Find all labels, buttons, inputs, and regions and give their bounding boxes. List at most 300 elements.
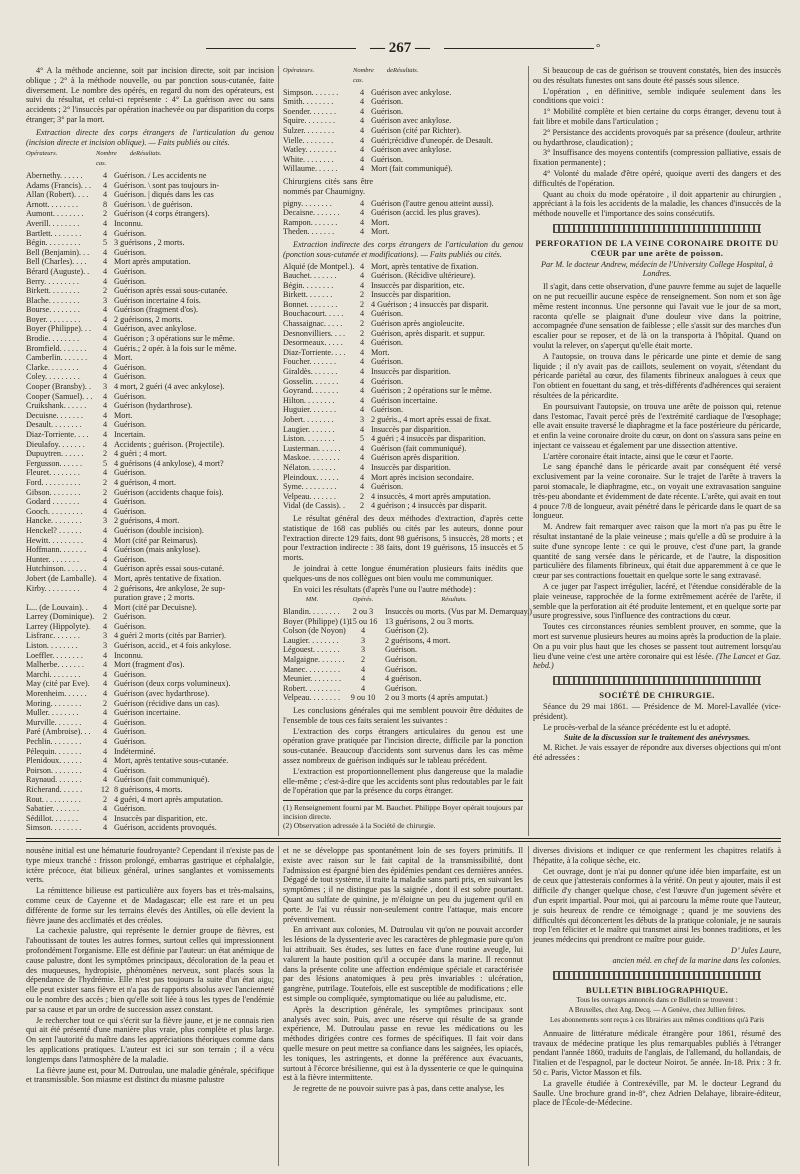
operator-name: Cooper (Samuel). . . [26, 391, 93, 401]
table-row [283, 607, 532, 617]
case-count: 4 [360, 664, 366, 674]
case-count: 3 [102, 295, 108, 305]
result-text: Guérison. [114, 506, 147, 516]
operator-name: White. . . . . . . . [283, 154, 334, 164]
operator-name: Moring. . . . . . . . [26, 698, 82, 708]
case-count: 2 [102, 477, 108, 487]
paragraph: Je joindrai à cette longue énumération plusieurs faits inédits que quelques-uns de nos collègues ont bien voulu me communiquer. [283, 563, 523, 583]
bulletin-note: A Bruxelles, chez Ang. Decq. — A Genève, chez Jullien frères. [568, 1006, 746, 1015]
case-count: 15 ou 16 [348, 616, 378, 626]
result-text: Guérison. [371, 154, 404, 164]
operator-name: Allan (Robert). . . . [26, 190, 89, 200]
table-row [283, 290, 523, 300]
result-text: Guérison (2). [385, 626, 429, 636]
case-count: 4 [359, 424, 365, 434]
operator-name: Camberlin. . . . . . . [26, 353, 88, 363]
table-row [26, 372, 274, 382]
operator-name: Boyer (Philippe) (1). [283, 616, 352, 626]
table-row [283, 88, 523, 98]
table-row [283, 473, 523, 483]
paragraph: En poursuivant l'autopsie, on trouva une arête de poisson qui, retenue dans l'estomac, l'avait percé près de l'extrémité cardiaque de l'œsophage; elle avait ensuite traversé le diaphragme et la face postérieure du péricarde, et enfin la veine coronaire droite du cœur, on dont on s'assura sans peine en injectant ce vaisseau et également par une dissection attentive. [533, 401, 781, 450]
header-results: Résultats. [441, 596, 467, 604]
case-count: 4 [359, 367, 365, 377]
result-text: Guérison. [371, 405, 404, 415]
result-text: 4 guéri, 4 mort après amputation. [114, 794, 223, 804]
case-count: 2 [360, 655, 366, 665]
top-mark: ° [596, 42, 601, 54]
case-count: 4 [102, 737, 108, 746]
table-row [283, 208, 523, 218]
operator-name: Decuisne. . . . . . . [26, 410, 84, 420]
table-row [26, 804, 274, 814]
result-text: Guérison ; 3 opérations sur le même. [114, 334, 235, 344]
case-count: 4 [359, 453, 365, 463]
operator-name: Malgaigne. . . . . . . [283, 655, 345, 665]
result-text: Insuccès ou morts. (Vus par M. Demarquay.) [385, 607, 532, 617]
table-row [26, 526, 274, 536]
result-text: 4 guéri ; 4 mort. [114, 449, 167, 459]
case-count: 2 [359, 328, 365, 338]
table-row [283, 155, 523, 165]
bibliography-entry: La gravelle étudiée à Contrexéville, par M. le docteur Legrand du Saulle. Une brochure grand in-8°, chez Adrien Delahaye, libraire-éditeur, place de l'École-de-Médecine. [533, 1078, 781, 1108]
table-row [26, 775, 274, 785]
operator-name: Loeffler. . . . . . . . [26, 650, 83, 660]
case-count: 4 [102, 170, 108, 180]
case-count: 4 [359, 217, 365, 227]
result-text: Guérison ; 2 opérations sur le même. [371, 386, 492, 396]
operator-name: Liston. . . . . . . . [283, 434, 335, 444]
case-count: 4 [359, 154, 365, 164]
result-text: Guérison (4 corps étrangers). [114, 209, 210, 219]
operator-name: Pélequin. . . . . . . [26, 746, 82, 756]
table-row [26, 171, 274, 181]
result-text: Guérison incertaine 4 fois. [114, 295, 201, 305]
paragraph: Quant au choix du mode opératoire , il doit appartenir au chirurgien , appréciant à la fois les accidents de la maladie, les chances d'insuccès de la méthode nouvelle et l'importance des soins consécutifs. [533, 189, 781, 219]
table-row [26, 631, 274, 641]
case-count: 4 [359, 227, 365, 237]
table-row [26, 219, 274, 229]
result-text: Guérison. (Récidive ultérieure). [371, 271, 476, 281]
table-row [26, 747, 274, 757]
table-row [283, 227, 523, 237]
operator-name: Coley. . . . . . . . . [26, 372, 80, 382]
table-row [26, 286, 274, 296]
table-row [283, 655, 523, 665]
paragraph: Si beaucoup de cas de guérison se trouvent constatés, bien des insuccès ou des résultats funestes ont sans doute été passés sous silence. [533, 66, 781, 85]
operator-name: Bell (Benjamin). . . [26, 247, 90, 257]
case-count: 4 [359, 135, 365, 145]
case-count: 4 [102, 813, 108, 823]
case-count: 2 [359, 491, 365, 501]
operator-name: Bartlett. . . . . . . . [26, 228, 82, 238]
table-row [26, 507, 274, 517]
result-text: Mort, après tentative sous-cutanée. [114, 756, 229, 766]
table-row [26, 190, 274, 200]
table-row [26, 449, 274, 459]
table-row [26, 536, 274, 546]
result-text: Mort. [371, 347, 390, 357]
paragraph: En voici les résultats (d'après l'une ou l'autre méthode) : [293, 584, 476, 594]
operator-name: Kirby. . . . . . . . . [26, 583, 80, 593]
result-text: Guérison (fait communiqué). [371, 443, 467, 453]
table-row [26, 670, 274, 680]
case-count: 2 [102, 209, 108, 219]
case-count: 4 [102, 525, 108, 535]
table-row [26, 296, 274, 306]
result-text: Mort (fait communiqué). [371, 164, 453, 174]
result-text: 4 guéri ; 4 insuccès par disparition. [371, 434, 486, 444]
operator-name: Dieulafoy. . . . . . . [26, 439, 85, 449]
case-count: 4 [359, 87, 365, 97]
table-row [283, 386, 523, 396]
operator-name: Goyrand. . . . . . . [283, 386, 339, 396]
operator-name: Nélaton. . . . . . . [283, 462, 336, 472]
operator-name: Richerand. . . . . . [26, 784, 83, 794]
result-text: 2 guérisons, 4 mort. [114, 516, 180, 526]
column-3 [533, 66, 781, 764]
case-count: 2 [359, 319, 365, 329]
operator-name: Manec. . . . . . . . . [283, 664, 341, 674]
result-text: 4 guérisons (4 ankylose), 4 mort? [114, 458, 224, 468]
table-row [283, 338, 523, 348]
table-row [283, 482, 523, 492]
case-count: 4 [359, 386, 365, 396]
operator-name: Huguier. . . . . . . [283, 405, 336, 415]
table-row [26, 420, 274, 430]
result-text: Guérison (cité par Richter). [371, 125, 462, 135]
operator-name: Lusterman. . . . . . [283, 443, 341, 453]
operator-name: Légouest. . . . . . . [283, 645, 340, 655]
case-count: 3 [102, 641, 108, 651]
result-text: Guérison. [114, 737, 147, 746]
table-row [283, 463, 523, 473]
result-text: Mort. [114, 353, 133, 363]
operator-name: Squire. . . . . . . . [283, 116, 336, 126]
table-row [26, 430, 274, 440]
case-count: 4 [102, 334, 108, 344]
result-text: Guérison. [371, 309, 404, 319]
operator-name: Dupuytren. . . . . . [26, 449, 84, 459]
result-text: Guérison. [114, 621, 147, 631]
case-count: 4 [359, 395, 365, 405]
result-text: Guérison. [114, 804, 147, 814]
case-count: 4 [102, 689, 108, 699]
result-text: Indéterminé. [114, 746, 156, 756]
paragraph: L'extraction des corps étrangers articulaires du genou est une opération grave pratiquée par l'incision directe, difficile par la ponction sous-cutanée. Beaucoup d'accidents sont survenus dans les cas même assez nombreux de guérison indiqués sur le tableau précédent. [283, 726, 523, 766]
table-row [26, 248, 274, 258]
operator-name: Plenidoux. . . . . . [26, 756, 82, 766]
result-text: Guérison après essai sous-cutané. [114, 564, 225, 574]
table-row [26, 603, 274, 613]
table-row [26, 727, 274, 737]
operator-name: Bromfield. . . . . . . [26, 343, 87, 353]
table-row [26, 660, 274, 670]
table-row [283, 357, 523, 367]
result-text: Inconnu. [114, 218, 143, 228]
table-row [26, 353, 274, 363]
case-count: 4 [102, 266, 108, 276]
session-minutes: Le procès-verbal de la séance précédente est lu et adopté. [543, 722, 731, 732]
case-count: 4 [359, 198, 365, 208]
operator-name: Ford. . . . . . . . . . [26, 477, 81, 487]
result-text: Guérison. [114, 276, 147, 286]
paragraph: nousène initial est une hématurie foudroyante? Cependant il n'existe pas de type mieux tranché : frisson prolongé, embarras gastrique et céphalalgie, ictère précoce, état bilieux général, urines sanglantes et vomissements verts. [26, 846, 274, 885]
table-row [283, 116, 523, 126]
column-2 [283, 66, 532, 831]
case-count: 3 [102, 631, 108, 641]
header-results: Résultats. [136, 150, 162, 158]
paragraph: A ce juger par l'aspect irrégulier, lacéré, et l'étendue considérable de la plaie veineuse, rapprochée de la forme extrêmement acérée de l'arête, il semble que la perforation ait été produite lentement, et en quelque sorte par usure progressive, sous l'influence des contractions du cœur. [533, 582, 781, 621]
case-count: 4 [359, 443, 365, 453]
table-row [26, 699, 274, 709]
case-count: 4 [102, 401, 108, 411]
paragraph: Le résultat général des deux méthodes d'extraction, d'après cette statistique de 168 cas publiés ou cités par les auteurs, donne pour l'extraction directe 129 faits, dont 98 guérisons, 5 insuccès, 28 morts ; et pour l'extraction indirecte : 38 faits, dont 19 guérisons, 15 insuccès et 5 morts. [283, 513, 523, 563]
operator-name: Pleindoux. . . . . . [283, 472, 339, 482]
operator-name: Morenheim. . . . . . [26, 689, 87, 699]
case-count: 2 [359, 501, 365, 511]
operator-name: Hewitt. . . . . . . . . [26, 535, 84, 545]
case-count: 4 [359, 261, 365, 271]
case-count: 4 [102, 545, 108, 555]
result-text: 8 guérisons, 4 morts. [114, 784, 183, 794]
header-cases: Nombre de cas. [96, 150, 136, 168]
paragraph: La rémittence bilieuse est particulière aux foyers bas et très-malsains, comme ceux de Cayenne et de Madagascar; elle est rare et un peu différente de forme sur les terrains élevés des Antilles, où elle devient la fièvre jaune des acclimatés et des créoles. [26, 886, 274, 925]
table-row [283, 319, 523, 329]
case-count: 12 [100, 784, 110, 794]
case-count: 2 [359, 299, 365, 309]
result-text: Guérison, avec ankylose. [114, 324, 197, 334]
operator-name: Sulzer. . . . . . . . [283, 125, 335, 135]
table-row [283, 164, 523, 174]
operator-name: Decaisne. . . . . . . [283, 208, 340, 218]
result-text: Guérison (fait communiqué). [114, 775, 210, 785]
discussion-subhead: Suite de la discussion sur le traitement des anévrysmes. [563, 733, 751, 743]
case-count: 3 [360, 645, 366, 655]
paragraph: Après la description générale, les symptômes principaux sont analysés avec soin. Puis, avec une réserve qui résulte de sa grande expérience, M. Dutroulau passe en revue les médications ou les méthodes dirigées contre ces formes de spécifiques. Il fait voir dans quelle mesure on peut mettre sa confiance dans les saignées, les opiacés, les toniques, les astringents, et donne la préférence aux évacuants, surtout à l'écorce brésilienne, qui est à la dyssenterie ce que le quinquina est à la fièvre intermittente. [283, 1004, 523, 1083]
result-text: 2 guérisons, 2 morts. [114, 314, 183, 324]
case-count: 5 [102, 458, 108, 468]
operator-name: Blache. . . . . . . . [26, 295, 80, 305]
table-row [283, 97, 523, 107]
table-row [26, 612, 274, 622]
table-row [283, 396, 523, 406]
paragraph: Les conclusions générales qui me semblent pouvoir être déduites de l'ensemble de tous ces faits seraient les suivantes : [283, 706, 523, 725]
case-count: 4 [102, 324, 108, 334]
ornament-divider [553, 971, 761, 980]
table-row [283, 425, 523, 435]
table-row [26, 593, 274, 603]
result-text: Insuccès par disparition. [371, 424, 451, 434]
operator-name: Averill. . . . . . . . [26, 218, 80, 228]
case-count: 4 [102, 391, 108, 401]
table-row [283, 145, 523, 155]
case-count: 4 [359, 145, 365, 155]
paragraph: et ne se développe pas spontanément loin de ses foyers primitifs. Il existe avec raison sur le fait capital de la transmissibilité, dont l'admission est épargné bien des épidémies pendant ces dernières années. Dégagé de tout système, il traite la maladie sans parti pris, en suivant les symptômes ; il ne distingue pas la saignée , dont il est sobre pourtant. Quant au sulfate de quinine, je m'éloigne un peu du jugement qu'il en porte. Je l'ai vu réussir non-seulement contre l'attaque, mais encore préventivement. [283, 846, 523, 924]
operator-name: Laugier. . . . . . . . [283, 635, 339, 645]
table-row [26, 574, 274, 584]
case-count: 4 [102, 679, 108, 689]
table-row [283, 281, 523, 291]
table-row [283, 674, 523, 684]
result-text: Guérison après essai sous-cutanée. [114, 286, 228, 296]
column-divider [528, 66, 529, 836]
operator-name: Hancke. . . . . . . . [26, 516, 82, 526]
result-text: Guérison. [114, 468, 147, 478]
table-row [26, 459, 274, 469]
result-text: Accidents ; guérison. (Projectile). [114, 439, 225, 449]
result-text: Guérison (hydarthrose). [114, 401, 193, 411]
case-count: 4 [360, 674, 366, 684]
case-count: 5 [102, 238, 108, 248]
page-number: — 267 — [0, 40, 800, 57]
table-row [283, 309, 523, 319]
result-text: Mort après incision secondaire. [371, 472, 474, 482]
result-text: Guérison incertaine. [114, 708, 181, 718]
table-row [283, 367, 523, 377]
bottom-column-2 [283, 846, 523, 1095]
result-text: Mort. [371, 217, 390, 227]
result-text: Guérison (fragment d'os). [114, 305, 199, 315]
case-count: 4 [359, 462, 365, 472]
case-count: 4 [102, 497, 108, 507]
table-row [283, 415, 523, 425]
article-title: PERFORATION DE LA VEINE CORONAIRE DROITE DU CŒUR par une arête de poisson. [535, 237, 779, 258]
operator-name: Marchi. . . . . . . . [26, 669, 81, 679]
result-text: Guérison après disparition. [371, 453, 460, 463]
result-text: Guérison avec ankylose. [371, 116, 452, 126]
case-count: 4 [359, 164, 365, 174]
result-text: Guérison. [114, 372, 147, 382]
result-text: Guérison, après disparit. et suppur. [371, 328, 485, 338]
case-count: 4 [360, 626, 366, 636]
operator-name: Paré (Ambroise). . . [26, 727, 91, 737]
operator-name: Birkett. . . . . . . [283, 290, 333, 300]
operator-name: L... (de Louvain). . [26, 602, 88, 612]
result-text: Insuccès par disparition, etc. [114, 813, 208, 823]
operator-name: Soender. . . . . . . [283, 106, 336, 116]
result-text: 4 guérison, 4 mort. [114, 477, 177, 487]
case-count: 2 [102, 286, 108, 296]
table-row [26, 651, 274, 661]
bulletin-note: Les abonnements sont reçus à ces librairies aux mêmes conditions qu'à Paris [549, 1015, 765, 1024]
case-count: 3 [102, 516, 108, 526]
case-count: 8 [102, 199, 108, 209]
result-text: 4 Guérison ; 4 insuccès par disparit. [371, 299, 489, 309]
case-count: 4 [102, 535, 108, 545]
table-row [283, 107, 523, 117]
case-count: 4 [102, 506, 108, 516]
table-row [26, 344, 274, 354]
result-text: Guérison. [114, 497, 147, 507]
operator-name: Bégin. . . . . . . . . [26, 238, 81, 248]
table-row [26, 545, 274, 555]
result-text: Guérison. [371, 338, 404, 348]
bulletin-title: BULLETIN BIBLIOGRAPHIQUE. [585, 984, 729, 995]
table-row [26, 363, 274, 373]
operator-name: Muller. . . . . . . . [26, 708, 79, 718]
result-text: Guérison (accid. les plus graves). [371, 208, 481, 218]
case-count: 4 [102, 343, 108, 353]
case-count: 4 [102, 218, 108, 228]
table-row [26, 305, 274, 315]
paragraph: Cet ouvrage, dont je n'ai pu donner qu'une idée bien imparfaite, est un de ceux que j'attesterais conformes à la vérité. On peut y ajouter, mais il est difficile d'y changer quelque chose, c'est l'œuvre d'un jugement sévère et d'un esprit impartial. Pour moi, qui ai parcouru la même route que l'auteur, je suis heureux de rendre ce témoignage ; quand je me souviens des difficultés qui déconcertent les débuts de la pratique coloniale, je ne saurais trop l'en féliciter et le maître qui transmet ainsi les bonnes traditions, et les jeunes médecins qui prendront ce maître pour guide. [533, 866, 781, 945]
operator-name: Colson (de Noyon) [283, 626, 346, 636]
table-row [26, 785, 274, 795]
result-text: Guérison. [371, 97, 404, 107]
operator-name [26, 593, 96, 603]
result-text: Guéris.; 2 opér. à la fois sur le même. [114, 343, 237, 353]
case-count: 4 [359, 405, 365, 415]
paragraph: La cachexie palustre, qui représente le dernier groupe de fièvres, est l'aboutissant de toutes les autres formes, surtout celles qui impressionnent profondément l'organisme. Elle est définie par l'auteur: un état anémique de cause palustre, dont les symptômes principaux, décoloration de la peau et des muqueuses, hydropisie, phénomènes nerveux, sont placés sous la dépendance de l'hydrémie. Elle n'est pas toujours la suite d'un état aigu; elle peut exister sans fièvre et n'a pas de rapports absolus avec l'ancienneté ou le nombre des accès ; bien qu'elle soit liée à tous les types de l'endémie par sa cause et par un ordre de succession assez constant. [26, 926, 274, 1014]
case-count: 2 [102, 698, 108, 708]
result-text: Guérison. [385, 655, 418, 665]
result-text: Inconnu. [114, 650, 143, 660]
result-text: Guérison. [385, 683, 418, 693]
operator-name: Cruikshank. . . . . . [26, 401, 87, 411]
table-row [283, 617, 523, 627]
operator-name: Velpeau. . . . . . . . [283, 693, 341, 703]
header-results: Résultats. [393, 67, 419, 74]
case-count: 4 [102, 650, 108, 660]
case-count: 4 [102, 573, 108, 583]
operator-name: Larrey (Hippolyte). [26, 621, 91, 631]
bibliography-entry: Annuaire de littérature médicale étrangère pour 1861, résumé des travaux de médecine pratique les plus remarquables publiés à l'étranger pendant l'année 1860, traduits de l'anglais, de l'allemand, du hollandais, de l'italien et de l'espagnol, par le docteur Noirot. 5e année. In-18. Prix : 3 fr. 50 c. Paris, Victor Masson et fils. [533, 1028, 781, 1077]
paragraph: A l'autopsie, on trouva dans le péricarde une pinte et demie de sang liquide ; il n'y avait pas de caillots, seulement on voyait, s'étendant du péricarde pariétal au cœur, des filaments fibrineux analogues à ceux que l'on obtient en fouettant du sang, et très-différents d'adhérences qui seraient résultées de la péricardite. [533, 351, 781, 400]
operator-name: Chassaignac. . . . . [283, 319, 343, 329]
operator-name: Giraldès. . . . . . . [283, 367, 338, 377]
signature-name: D’ Jules Laure, [731, 945, 781, 955]
case-count [96, 593, 114, 603]
case-count: 4 [102, 775, 108, 785]
result-text: Guérison. [114, 669, 147, 679]
table-row [26, 641, 274, 651]
operator-name: Aumont. . . . . . . . [26, 209, 84, 219]
case-count: 4 [102, 420, 108, 430]
horizontal-rule [26, 841, 781, 842]
operator-name: Hunter. . . . . . . . [26, 554, 79, 564]
paragraph: La fièvre jaune est, pour M. Dutroulau, une maladie générale, spécifique et transmissible. Son miasme est distinct du miasme palustre [26, 1065, 274, 1085]
table-row [26, 257, 274, 267]
table-row [26, 401, 274, 411]
source-citation: (The Lancet et Gaz. hebd.) [533, 651, 781, 671]
operators-table-continued [283, 88, 523, 174]
table-row [26, 756, 274, 766]
operator-name: Desormeaux. . . . . [283, 338, 343, 348]
result-text: Guérison, accidents provoqués. [114, 823, 217, 833]
column-divider [278, 66, 279, 836]
table-row [26, 814, 274, 824]
case-count: 4 [102, 583, 108, 593]
table-row [26, 181, 274, 191]
table-row [283, 377, 523, 387]
table-row [26, 478, 274, 488]
case-count: 4 [359, 309, 365, 319]
mm-table-header [283, 595, 523, 605]
table-row [26, 315, 274, 325]
bulletin-note: Tous les ouvrages annoncés dans ce Bulletin se trouvent : [576, 996, 738, 1005]
bottom-column-1 [26, 846, 274, 1086]
case-count: 4 [102, 228, 108, 238]
operator-name: Jobert (de Lamballe). [26, 573, 97, 583]
operator-name: Boyer (Philippe). . . [26, 324, 92, 334]
result-text: Guérison. [371, 357, 404, 367]
operator-name: Desault. . . . . . . . [26, 420, 82, 430]
paragraph: 1° Mobilité complète et bien certaine du corps étranger, devenu tout à fait libre et mobile dans l'articulation ; [533, 107, 781, 126]
paragraph: Je rechercher tout ce qui s'écrit sur la fièvre jaune, et je ne connais rien qui ait été présenté d'une manière plus vraie, plus complète et plus large. On sent l'autorité du maître dans les appréciations théoriques comme dans les applications pratiques. L'auteur est ici sur son terrain ; il a vécu longtemps dans l'atmosphère de la maladie. [26, 1015, 274, 1064]
case-count: 4 [102, 362, 108, 372]
header-operators: Opérateurs. [283, 67, 315, 74]
operator-name: pigny. . . . . . . . [283, 198, 332, 208]
